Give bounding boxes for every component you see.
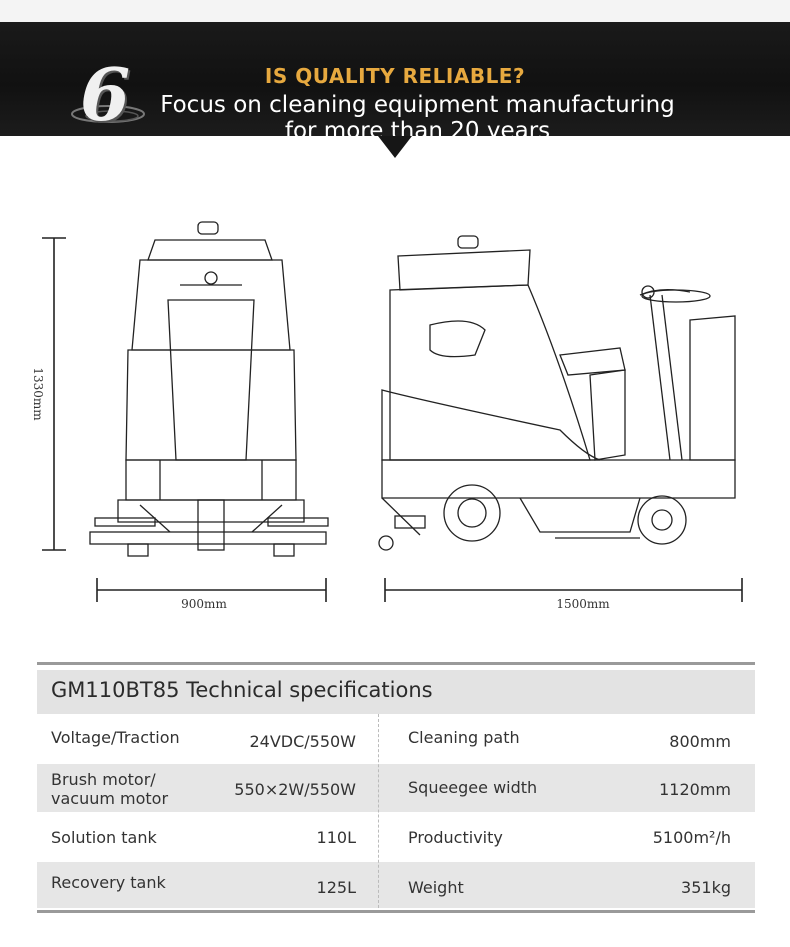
spec-row xyxy=(37,714,755,764)
header-line-1: Focus on cleaning equipment manufacturing xyxy=(160,92,675,118)
height-dimension-label: 1330mm xyxy=(31,367,45,421)
machine-drawing xyxy=(0,160,790,640)
spec-value: 351kg xyxy=(681,878,731,897)
column-divider xyxy=(378,714,379,908)
spec-row xyxy=(37,862,755,908)
spec-value: 550×2W/550W xyxy=(234,780,356,799)
badge-number: 6 xyxy=(79,52,131,137)
spec-value: 800mm xyxy=(669,732,731,751)
spec-label: Brush motor/ vacuum motor xyxy=(51,770,169,808)
spec-value: 24VDC/550W xyxy=(249,732,356,751)
spec-label: Recovery tank xyxy=(51,873,166,892)
spec-label: Voltage/Traction xyxy=(51,728,180,747)
spec-title-bar xyxy=(37,670,755,714)
spec-value: 125L xyxy=(316,878,356,897)
header-banner xyxy=(0,22,790,144)
header-arrow xyxy=(378,136,412,158)
header-kicker: IS QUALITY RELIABLE? xyxy=(264,64,526,88)
spec-title: GM110BT85 Technical specifications xyxy=(51,678,433,702)
spec-row xyxy=(37,812,755,862)
front-view xyxy=(90,222,328,556)
spec-label: Solution tank xyxy=(51,828,157,847)
spec-label: Productivity xyxy=(408,828,503,847)
spec-value: 5100m²/h xyxy=(652,828,731,847)
length-dimension-label: 1500mm xyxy=(556,597,610,611)
table-bottom-rule xyxy=(37,910,755,913)
spec-label: Weight xyxy=(408,878,464,897)
spec-value: 1120mm xyxy=(659,780,731,799)
top-strip xyxy=(0,0,790,22)
spec-row xyxy=(37,764,755,812)
spec-table xyxy=(37,662,755,914)
spec-value: 110L xyxy=(316,828,356,847)
width-dimension-label: 900mm xyxy=(181,597,227,611)
spec-label: Cleaning path xyxy=(408,728,520,747)
header-line-2: for more than 20 years xyxy=(284,118,551,144)
table-top-rule xyxy=(37,662,755,665)
side-view xyxy=(379,236,735,550)
spec-label: Squeegee width xyxy=(408,778,538,797)
